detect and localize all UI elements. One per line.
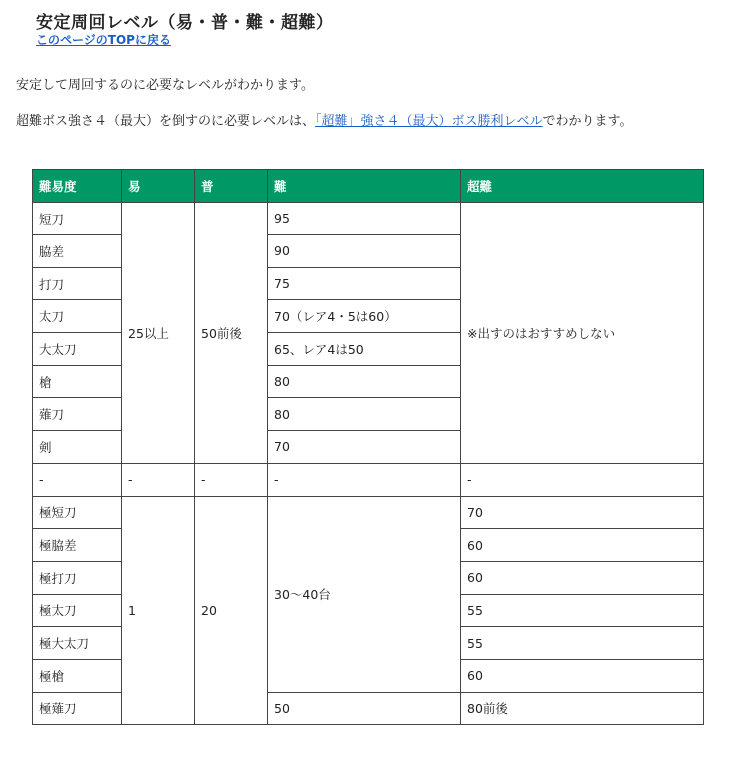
header-normal: 普 [195, 170, 268, 203]
row-name: 剣 [33, 431, 122, 464]
row-hard: 80 [268, 365, 461, 398]
row-name: 極脇差 [33, 529, 122, 562]
row-super-hard: 55 [461, 627, 704, 660]
row-hard: 70（レア4・5は60） [268, 300, 461, 333]
separator-row [33, 463, 704, 496]
row-hard: 70 [268, 431, 461, 464]
row-hard: 75 [268, 267, 461, 300]
row-name: 薙刀 [33, 398, 122, 431]
separator-cell: - [122, 463, 195, 496]
table-row [33, 203, 704, 235]
row-hard: 80 [268, 398, 461, 431]
row-super-hard: 60 [461, 659, 704, 692]
group2-easy: 1 [122, 496, 195, 725]
separator-cell: - [461, 463, 704, 496]
row-hard: 50 [268, 692, 461, 725]
header-easy: 易 [122, 170, 195, 203]
row-super-hard: 55 [461, 594, 704, 627]
row-name: 極太刀 [33, 594, 122, 627]
table-row [33, 496, 704, 529]
row-name: 極短刀 [33, 496, 122, 529]
row-hard: 90 [268, 235, 461, 268]
page-title: 安定周回レベル（易・普・難・超難） [36, 13, 334, 33]
separator-cell: - [33, 463, 122, 496]
row-super-hard: 80前後 [461, 692, 704, 725]
group2-hard: 30〜40台 [268, 496, 461, 692]
row-name: 極打刀 [33, 561, 122, 594]
header-difficulty: 難易度 [33, 170, 122, 203]
row-super-hard: 70 [461, 496, 704, 529]
boss-note [16, 112, 696, 132]
row-name: 太刀 [33, 300, 122, 333]
boss-level-link[interactable]: 「超難」強さ４（最大）ボス勝利レベル [315, 114, 543, 129]
group1-easy: 25以上 [122, 203, 195, 464]
intro-text: 安定して周回するのに必要なレベルがわかります。 [16, 78, 314, 93]
row-name: 槍 [33, 365, 122, 398]
header-hard: 難 [268, 170, 461, 203]
row-name: 打刀 [33, 267, 122, 300]
row-name: 短刀 [33, 203, 122, 235]
row-name: 大太刀 [33, 333, 122, 366]
separator-cell: - [195, 463, 268, 496]
group1-normal: 50前後 [195, 203, 268, 464]
separator-cell: - [268, 463, 461, 496]
boss-note-after: でわかります。 [542, 114, 633, 129]
level-table [32, 169, 704, 725]
row-hard: 95 [268, 203, 461, 235]
header-super-hard: 超難 [461, 170, 704, 203]
row-super-hard: 60 [461, 561, 704, 594]
row-name: 極大太刀 [33, 627, 122, 660]
row-name: 極薙刀 [33, 692, 122, 725]
row-hard: 65、レア4は50 [268, 333, 461, 366]
row-name: 極槍 [33, 659, 122, 692]
back-to-top-link[interactable]: このページのTOPに戻る [36, 33, 171, 47]
table-header-row [33, 170, 704, 203]
boss-note-before: 超難ボス強さ４（最大）を倒すのに必要レベルは、 [16, 114, 316, 129]
row-super-hard: 60 [461, 529, 704, 562]
group2-normal: 20 [195, 496, 268, 725]
row-name: 脇差 [33, 235, 122, 268]
group1-super-hard: ※出すのはおすすめしない [461, 203, 704, 464]
